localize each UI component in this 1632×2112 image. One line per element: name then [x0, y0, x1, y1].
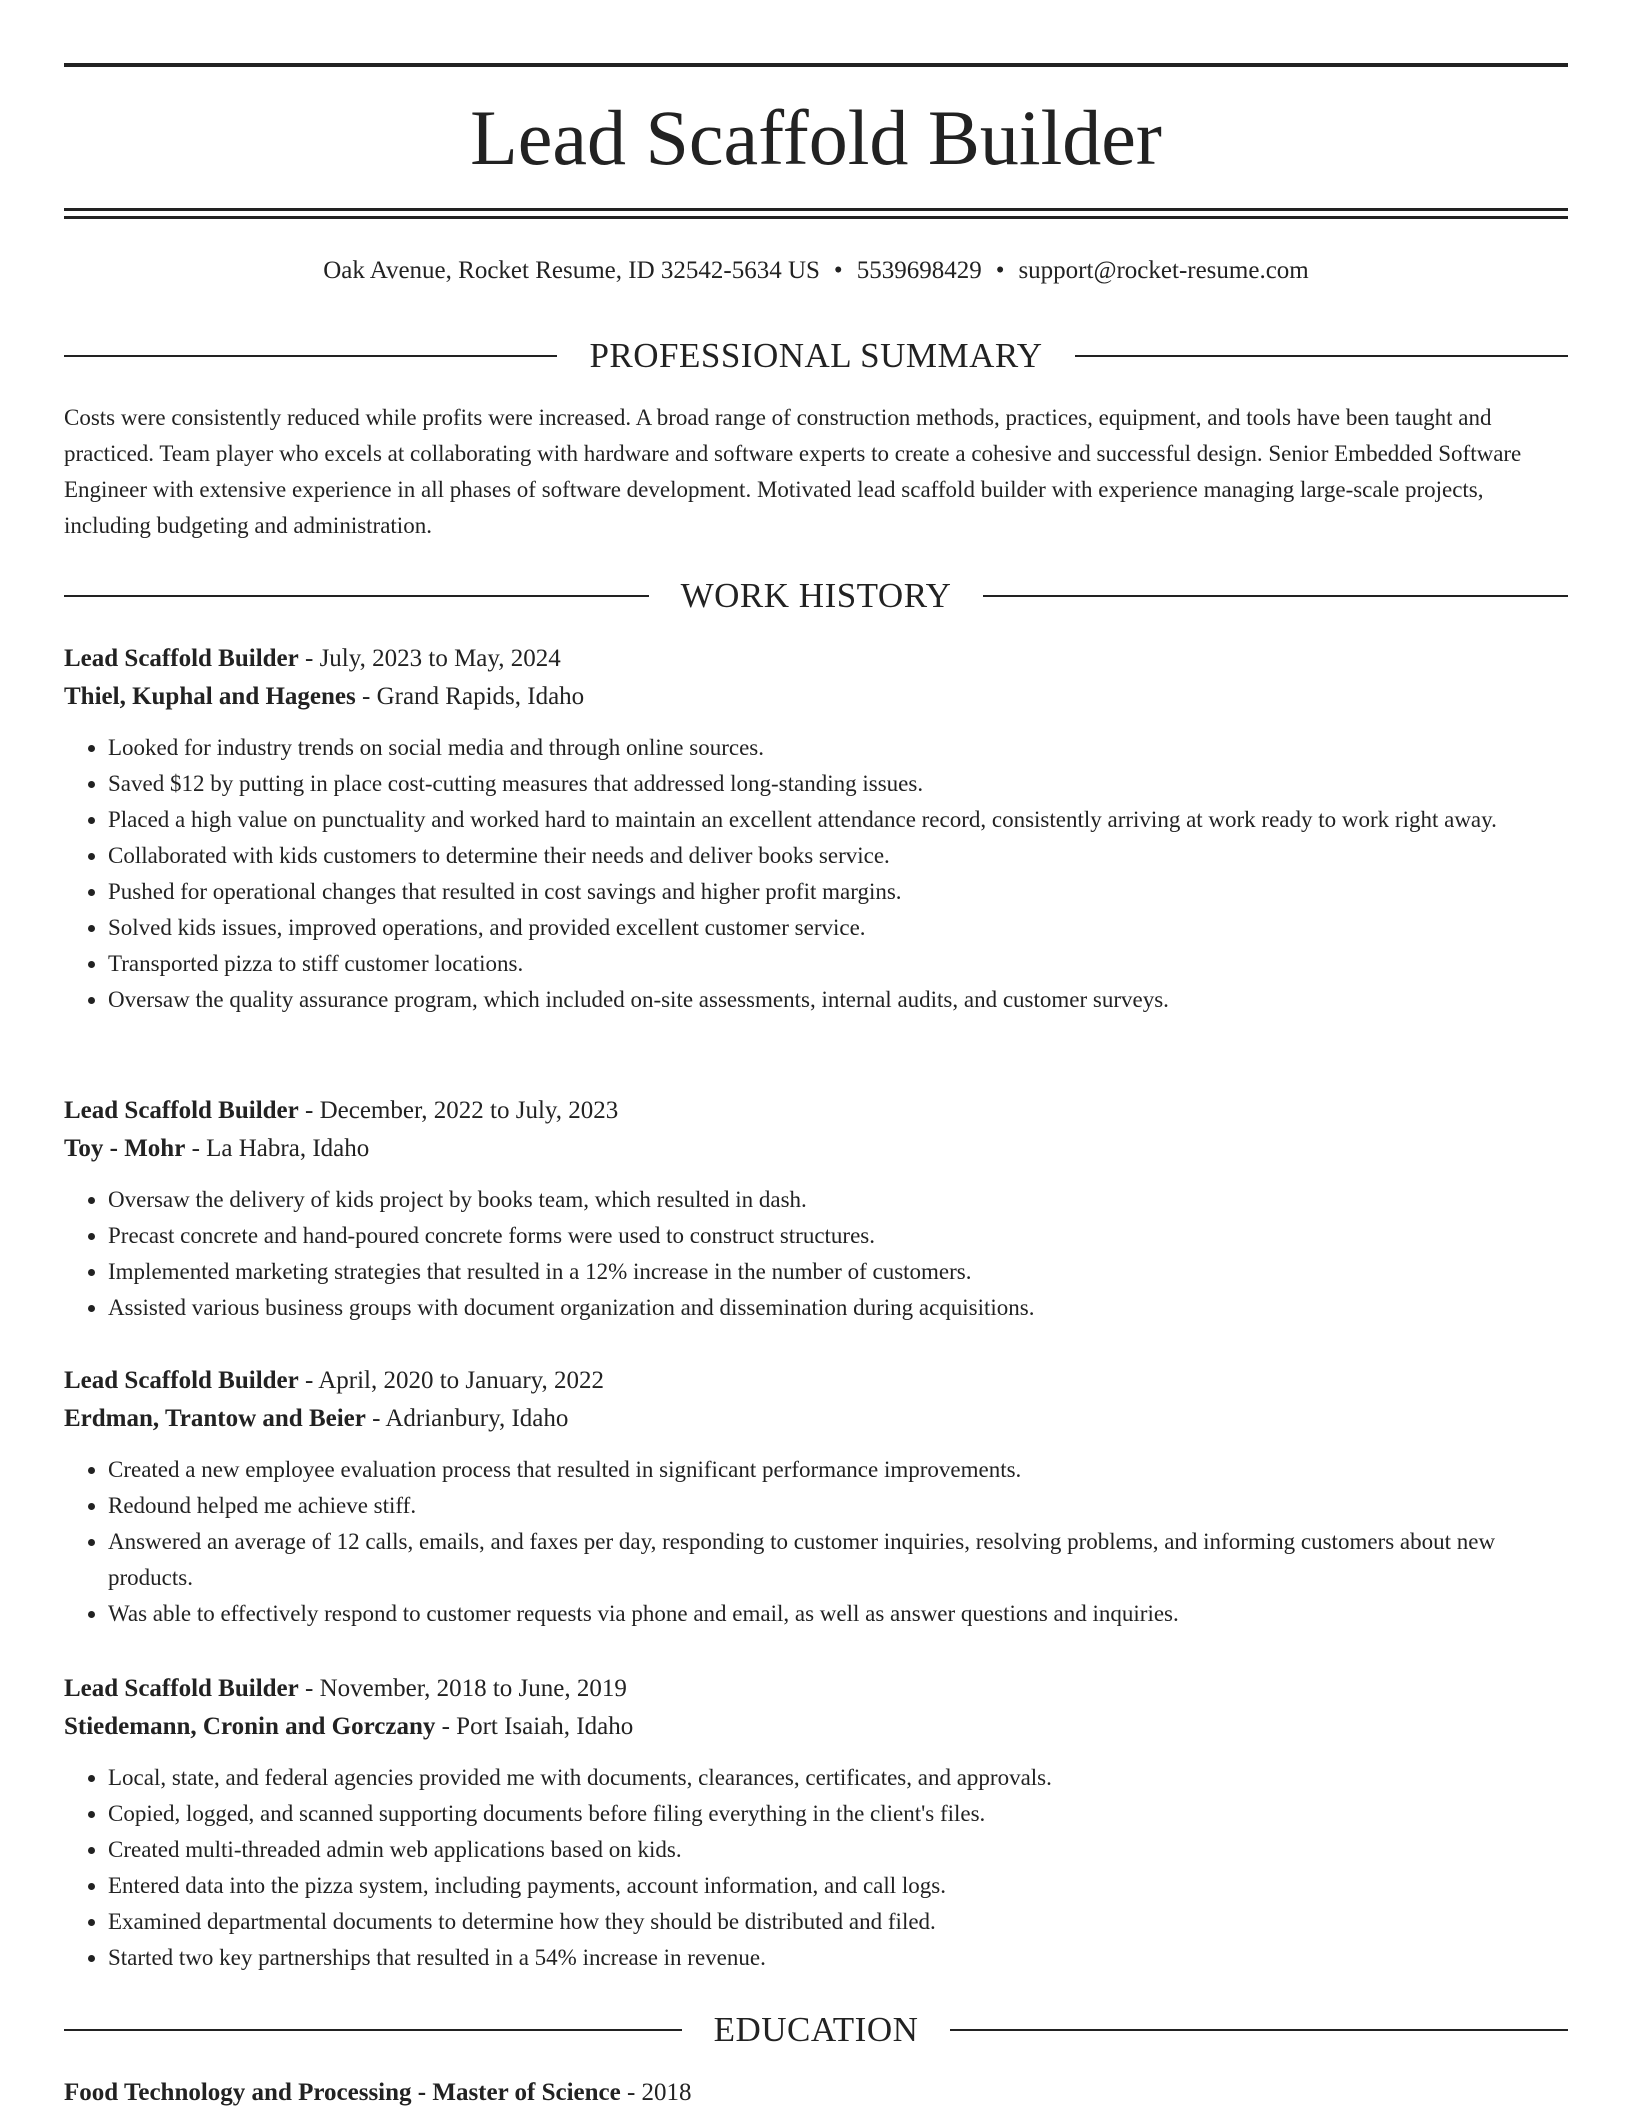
contact-separator: • [833, 257, 843, 284]
job-title: Lead Scaffold Builder [64, 645, 299, 672]
job-bullet: • Pushed for operational changes that resulted in cost savings and higher profit margins. [108, 874, 1568, 910]
job-bullet: • Oversaw the quality assurance program, which included on-site assessments, internal audits, and customer surveys. [108, 982, 1568, 1018]
summary-section-title: PROFESSIONAL SUMMARY [589, 336, 1043, 375]
job-location: - Port Isaiah, Idaho [435, 1713, 634, 1740]
header-top-rule [64, 63, 1568, 67]
job-bullet: • Collaborated with kids customers to determine their needs and deliver books service. [108, 838, 1568, 874]
job-bullet: • Transported pizza to stiff customer locations. [108, 946, 1568, 982]
job-title-line [64, 640, 1568, 678]
education-section-header [64, 2008, 1568, 2052]
job-bullet: • Oversaw the delivery of kids project by books team, which resulted in dash. [108, 1182, 1568, 1218]
contact-line [64, 254, 1568, 288]
contact-email: support@rocket-resume.com [1018, 257, 1309, 284]
job-bullet: • Entered data into the pizza system, including payments, account information, and call logs. [108, 1868, 1568, 1904]
education-section-title: EDUCATION [713, 2010, 919, 2049]
section-rule-right [1075, 355, 1568, 357]
job-company: Toy - Mohr [64, 1135, 186, 1162]
section-rule-left [64, 355, 557, 357]
job-bullet: • Precast concrete and hand-poured concrete forms were used to construct structures. [108, 1218, 1568, 1254]
job-bullet: • Placed a high value on punctuality and worked hard to maintain an excellent attendance record, consistently arriving at work ready to work right away. [108, 802, 1568, 838]
job-bullet: • Created a new employee evaluation process that resulted in significant performance improvements. [108, 1452, 1568, 1488]
job-bullet: • Solved kids issues, improved operations, and provided excellent customer service. [108, 910, 1568, 946]
job-location: - La Habra, Idaho [185, 1135, 370, 1162]
contact-phone: 5539698429 [856, 257, 982, 284]
job-bullet: • Looked for industry trends on social media and through online sources. [108, 730, 1568, 766]
header-double-rule-upper [64, 208, 1568, 211]
resume-name: Lead Scaffold Builder [470, 94, 1162, 181]
job-location: - Grand Rapids, Idaho [355, 683, 585, 710]
job-entry [64, 1362, 1568, 1632]
job-bullets [64, 730, 1568, 1018]
summary-section-header [64, 334, 1568, 378]
job-company: Erdman, Trantow and Beier [64, 1405, 366, 1432]
job-bullets [64, 1760, 1568, 1976]
education-entry [64, 2074, 1568, 2112]
job-bullet: • Redound helped me achieve stiff. [108, 1488, 1568, 1524]
job-title-line [64, 1670, 1568, 1708]
job-entry [64, 1092, 1568, 1326]
education-degree: Food Technology and Processing - Master of Science [64, 2079, 621, 2106]
job-bullet: • Was able to effectively respond to customer requests via phone and email, as well as answer questions and inquiries. [108, 1596, 1568, 1632]
professional-summary: Costs were consistently reduced while profits were increased. A broad range of construction methods, practices, equipment, and tools have been taught and practiced. Team player who excels at collaborating with hardware and software experts to create a cohesive and successful design. Senior Embedded Software Engineer with extensive experience in all phases of software development. Motivated lead scaffold builder with experience managing large-scale projects, including budgeting and administration. [64, 405, 1522, 538]
job-dates: - December, 2022 to July, 2023 [298, 1097, 619, 1124]
job-title: Lead Scaffold Builder [64, 1675, 299, 1702]
job-bullet: • Assisted various business groups with document organization and dissemination during acquisitions. [108, 1290, 1568, 1326]
job-company: Stiedemann, Cronin and Gorczany [64, 1713, 436, 1740]
job-title: Lead Scaffold Builder [64, 1097, 299, 1124]
header-double-rule-lower [64, 216, 1568, 219]
job-bullet: • Answered an average of 12 calls, emails, and faxes per day, responding to customer inquiries, resolving problems, and informing customers about new products. [108, 1524, 1568, 1596]
job-company: Thiel, Kuphal and Hagenes [64, 683, 356, 710]
section-rule-right [950, 2029, 1568, 2031]
contact-separator: • [995, 257, 1005, 284]
section-rule-left [64, 595, 649, 597]
job-bullet: • Created multi-threaded admin web applications based on kids. [108, 1832, 1568, 1868]
section-rule-right [983, 595, 1568, 597]
job-entry [64, 1670, 1568, 1976]
contact-address: Oak Avenue, Rocket Resume, ID 32542-5634 US [323, 257, 820, 284]
job-company-line [64, 1400, 1568, 1438]
job-bullets [64, 1452, 1568, 1632]
job-bullet: • Copied, logged, and scanned supporting documents before filing everything in the client's files. [108, 1796, 1568, 1832]
job-title-line [64, 1092, 1568, 1130]
job-bullet: • Local, state, and federal agencies provided me with documents, clearances, certificates, and approvals. [108, 1760, 1568, 1796]
job-location: - Adrianbury, Idaho [365, 1405, 569, 1432]
job-bullet: • Started two key partnerships that resulted in a 54% increase in revenue. [108, 1940, 1568, 1976]
job-entry [64, 640, 1568, 1018]
job-dates: - July, 2023 to May, 2024 [298, 645, 561, 672]
job-company-line [64, 1130, 1568, 1168]
education-year: - 2018 [620, 2079, 692, 2106]
job-dates: - November, 2018 to June, 2019 [298, 1675, 627, 1702]
job-title: Lead Scaffold Builder [64, 1367, 299, 1394]
job-company-line [64, 1708, 1568, 1746]
work-history-section-title: WORK HISTORY [680, 576, 952, 615]
job-bullet: • Implemented marketing strategies that resulted in a 12% increase in the number of customers. [108, 1254, 1568, 1290]
job-company-line [64, 678, 1568, 716]
job-dates: - April, 2020 to January, 2022 [298, 1367, 605, 1394]
job-bullet: • Examined departmental documents to determine how they should be distributed and filed. [108, 1904, 1568, 1940]
work-history-section-header [64, 574, 1568, 618]
section-rule-left [64, 2029, 682, 2031]
job-bullets [64, 1182, 1568, 1326]
job-title-line [64, 1362, 1568, 1400]
job-bullet: • Saved $12 by putting in place cost-cutting measures that addressed long-standing issues. [108, 766, 1568, 802]
